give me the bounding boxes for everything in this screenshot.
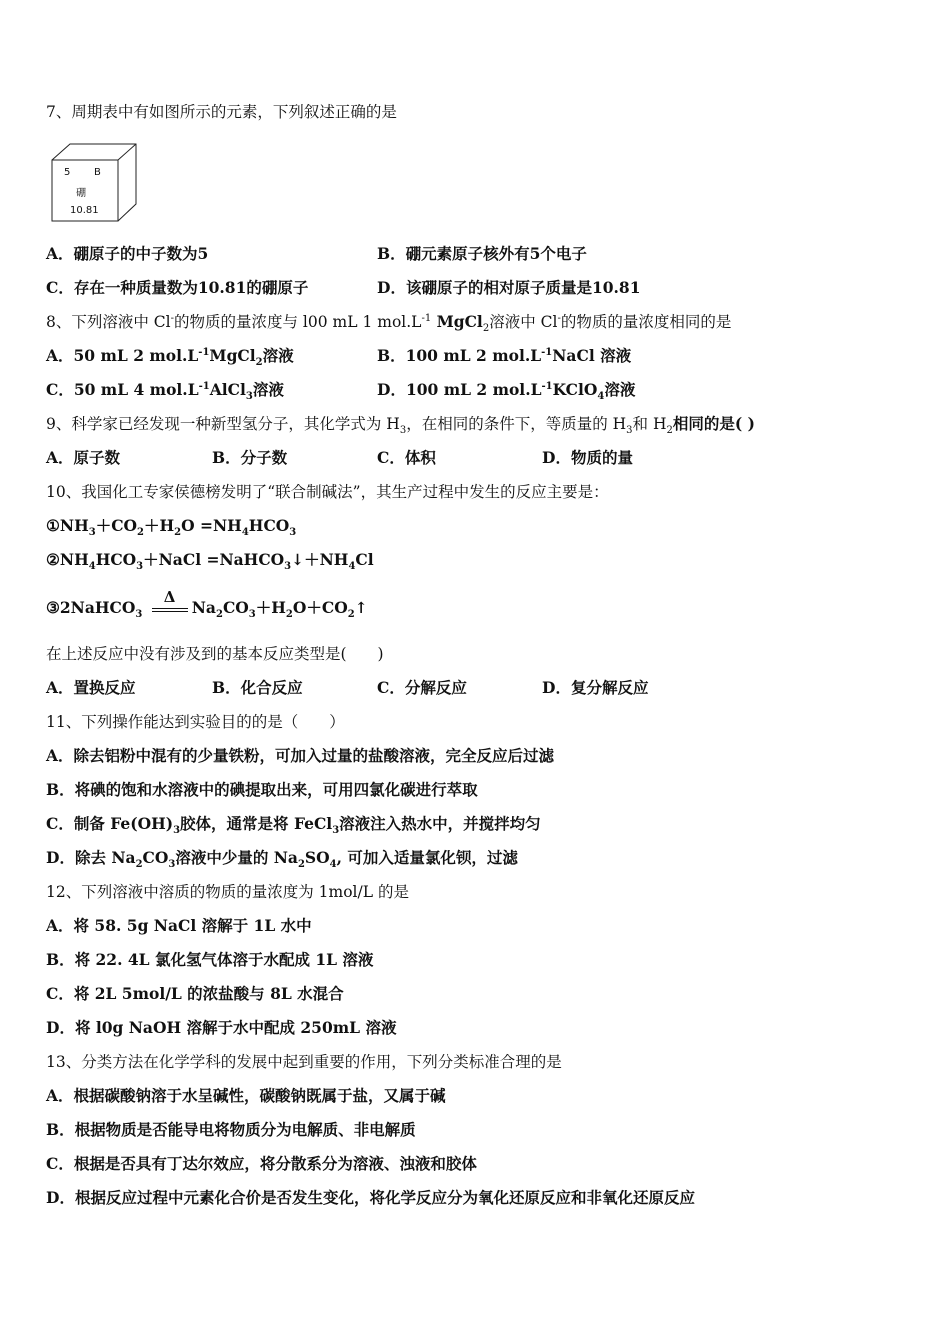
atomic-number: 5 — [64, 167, 71, 178]
q7-stem: 7、周期表中有如图所示的元素，下列叙述正确的是 — [46, 103, 397, 121]
q11-stem: 11、下列操作能达到实验目的的是（ ） — [46, 713, 345, 731]
element-name: 硼 — [76, 188, 86, 199]
q10-question: 在上述反应中没有涉及到的基本反应类型是( ) — [46, 645, 384, 663]
q8-option-a: A．50 mL 2 $mol.L^{-1}MgCl_2$溶液 — [46, 346, 294, 369]
q13-option-b: B．根据物质是否能导电将物质分为电解质、非电解质 — [46, 1120, 416, 1139]
q11-option-d: D．除去 $Na_2CO_3$溶液中少量的 $Na_2SO_4$, 可加入适量氯化钡，过滤 — [46, 848, 518, 871]
q8-option-d: D．100 mL 2 $mol.L^{-1}KClO_4$溶液 — [377, 380, 636, 403]
q9-option-d: D．物质的量 — [542, 448, 633, 467]
q9-option-a: A．原子数 — [46, 448, 121, 467]
q9-option-c: C．体积 — [377, 448, 436, 467]
element-symbol: B — [94, 167, 101, 178]
q11-option-a: A．除去铝粉中混有的少量铁粉，可加入过量的盐酸溶液，完全反应后过滤 — [46, 746, 555, 765]
q10-reaction-3: ③2NaHCO$_3$ Δ $Na_2CO_3+H_2O+CO_2↑$ — [46, 588, 368, 621]
q11-option-c: C．制备 $Fe(OH)_3$胶体，通常是将 FeCl$_3$溶液注入热水中，并搅拌均匀 — [46, 814, 541, 837]
atomic-mass: 10.81 — [70, 205, 99, 216]
q7-option-b: B．硼元素原子核外有5个电子 — [377, 244, 587, 263]
q8-stem: 8、下列溶液中 Cl-的物质的量浓度与 l00 mL 1 $mol.L^{-1}$ MgCl$_2$溶液中 Cl-的物质的量浓度相同的是 — [46, 312, 732, 335]
q13-stem: 13、分类方法在化学学科的发展中起到重要的作用，下列分类标准合理的是 — [46, 1053, 562, 1071]
q9-stem: 9、科学家已经发现一种新型氢分子，其化学式为 $H_3$，在相同的条件下，等质量的 $H_3$和 $H_2$相同的是( ) — [46, 414, 755, 437]
q8-option-b: B．100 mL 2 $mol.L^{-1}NaCl$ 溶液 — [377, 346, 632, 365]
q12-stem: 12、下列溶液中溶质的物质的量浓度为 1mol/L 的是 — [46, 883, 409, 901]
q12-option-c: C．将 2L 5mol/L 的浓盐酸与 8L 水混合 — [46, 984, 344, 1003]
q13-option-a: A．根据碳酸钠溶于水呈碱性，碳酸钠既属于盐，又属于碱 — [46, 1086, 446, 1105]
element-cube — [50, 142, 136, 222]
q7-option-c: C．存在一种质量数为10.81的硼原子 — [46, 278, 309, 297]
delta-symbol: Δ — [163, 588, 176, 606]
q10-reaction-1: $①NH_3+CO_2+H_2O =NH_4HCO_3$ — [46, 516, 297, 539]
q10-reaction-2: $②NH_4HCO_3+NaCl$ $=NaHCO_3↓+NH_4Cl$ — [46, 550, 374, 573]
q10-option-d: D．复分解反应 — [542, 678, 649, 697]
q13-option-c: C．根据是否具有丁达尔效应，将分散系分为溶液、浊液和胶体 — [46, 1154, 477, 1173]
q12-option-d: D．将 l0g NaOH 溶解于水中配成 250mL 溶液 — [46, 1018, 397, 1037]
q10-option-a: A．置换反应 — [46, 678, 136, 697]
q7-option-a: A．硼原子的中子数为5 — [46, 244, 209, 263]
q13-option-d: D．根据反应过程中元素化合价是否发生变化，将化学反应分为氧化还原反应和非氧化还原反应 — [46, 1188, 695, 1207]
q9-option-b: B．分子数 — [212, 448, 288, 467]
q11-option-b: B．将碘的饱和水溶液中的碘提取出来，可用四氯化碳进行萃取 — [46, 780, 478, 799]
heat-condition-arrow — [152, 588, 188, 619]
q10-option-b: B．化合反应 — [212, 678, 303, 697]
q7-option-d: D．该硼原子的相对原子质量是10.81 — [377, 278, 641, 297]
q12-option-a: A．将 58. 5g NaCl 溶解于 1L 水中 — [46, 916, 312, 935]
q8-option-c: C．50 mL 4 $mol.L^{-1}AlCl_3$溶液 — [46, 380, 284, 403]
q10-stem: 10、我国化工专家侯德榜发明了“联合制碱法”，其生产过程中发生的反应主要是： — [46, 483, 609, 501]
q10-option-c: C．分解反应 — [377, 678, 467, 697]
q12-option-b: B．将 22. 4L 氯化氢气体溶于水配成 1L 溶液 — [46, 950, 374, 969]
